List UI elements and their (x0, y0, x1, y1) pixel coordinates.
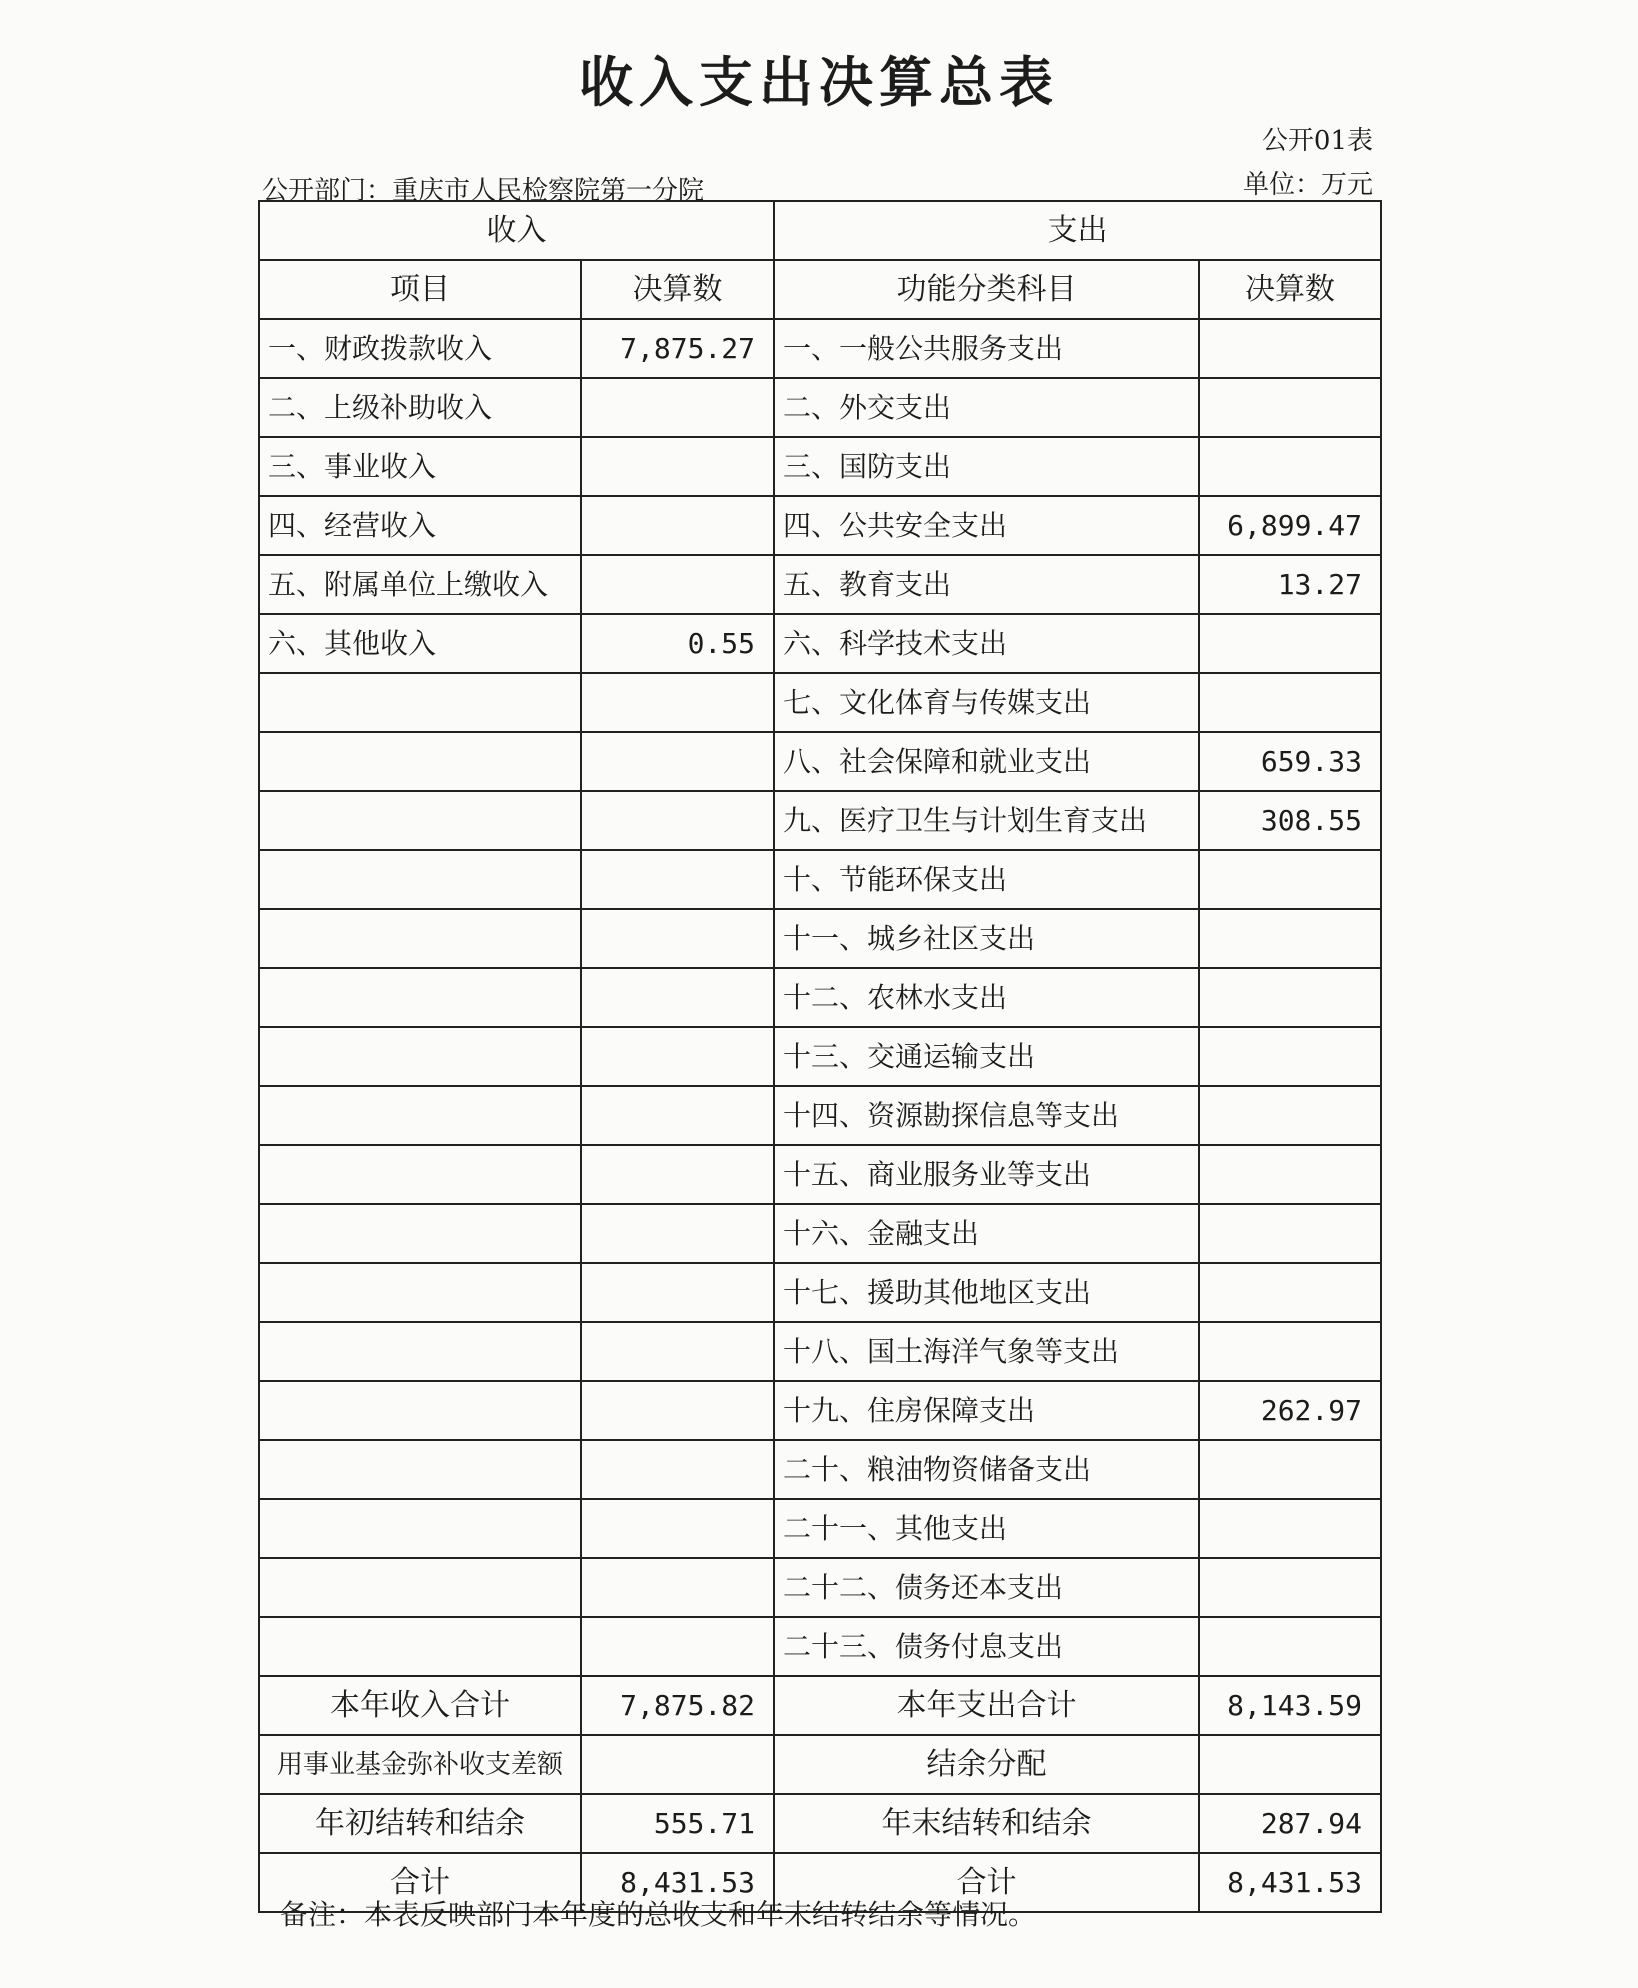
income-item-label (259, 1440, 581, 1499)
expense-item-value (1199, 1499, 1381, 1558)
budget-summary-table (258, 200, 1382, 1913)
summary-income-label: 年初结转和结余 (259, 1794, 581, 1853)
expense-item-value (1199, 1204, 1381, 1263)
expense-item-label: 十三、交通运输支出 (774, 1027, 1199, 1086)
expense-item-value (1199, 1617, 1381, 1676)
expense-item-label: 一、一般公共服务支出 (774, 319, 1199, 378)
table-row (259, 850, 1381, 909)
income-item-label (259, 1617, 581, 1676)
table-row (259, 673, 1381, 732)
income-item-value (581, 1322, 774, 1381)
income-item-label: 六、其他收入 (259, 614, 581, 673)
expense-item-value (1199, 1558, 1381, 1617)
table-row (259, 1145, 1381, 1204)
expense-item-value (1199, 1440, 1381, 1499)
summary-expense-label: 年末结转和结余 (774, 1794, 1199, 1853)
expense-item-label: 五、教育支出 (774, 555, 1199, 614)
table-row (259, 1499, 1381, 1558)
table-row (259, 555, 1381, 614)
header-row-section (259, 201, 1381, 260)
table-row (259, 1263, 1381, 1322)
expense-item-value (1199, 437, 1381, 496)
amount2-column-header: 决算数 (1199, 260, 1381, 319)
summary-income-label: 本年收入合计 (259, 1676, 581, 1735)
income-item-label (259, 1499, 581, 1558)
income-item-value (581, 968, 774, 1027)
income-item-label (259, 732, 581, 791)
income-item-value (581, 1086, 774, 1145)
income-item-value (581, 378, 774, 437)
expense-item-value (1199, 968, 1381, 1027)
expense-item-label: 十九、住房保障支出 (774, 1381, 1199, 1440)
expense-item-value: 308.55 (1199, 791, 1381, 850)
summary-expense-value: 8,431.53 (1199, 1853, 1381, 1912)
expense-item-label: 十六、金融支出 (774, 1204, 1199, 1263)
income-item-value (581, 437, 774, 496)
table-row (259, 1086, 1381, 1145)
expense-header: 支出 (774, 201, 1381, 260)
summary-expense-value (1199, 1735, 1381, 1794)
income-item-label (259, 1558, 581, 1617)
table-row (259, 732, 1381, 791)
income-item-value (581, 791, 774, 850)
expense-item-label: 六、科学技术支出 (774, 614, 1199, 673)
income-header: 收入 (259, 201, 774, 260)
income-item-label (259, 909, 581, 968)
income-item-value (581, 1499, 774, 1558)
expense-item-label: 七、文化体育与传媒支出 (774, 673, 1199, 732)
expense-item-label: 十一、城乡社区支出 (774, 909, 1199, 968)
income-item-value (581, 732, 774, 791)
summary-income-value: 555.71 (581, 1794, 774, 1853)
income-item-value (581, 673, 774, 732)
table-row (259, 378, 1381, 437)
summary-row (259, 1676, 1381, 1735)
expense-item-value (1199, 378, 1381, 437)
expense-item-value: 659.33 (1199, 732, 1381, 791)
expense-item-value: 262.97 (1199, 1381, 1381, 1440)
expense-item-value (1199, 1027, 1381, 1086)
income-item-value (581, 1145, 774, 1204)
summary-row (259, 1735, 1381, 1794)
expense-item-label: 十八、国土海洋气象等支出 (774, 1322, 1199, 1381)
expense-item-value (1199, 1145, 1381, 1204)
expense-item-label: 十七、援助其他地区支出 (774, 1263, 1199, 1322)
table-row (259, 1322, 1381, 1381)
income-item-label (259, 1322, 581, 1381)
summary-expense-label: 合计 (774, 1853, 1199, 1912)
income-item-label (259, 1086, 581, 1145)
unit-label: 单位：万元 (1242, 170, 1373, 200)
expense-item-label: 十五、商业服务业等支出 (774, 1145, 1199, 1204)
summary-income-label: 用事业基金弥补收支差额 (259, 1735, 581, 1794)
expense-item-value (1199, 1322, 1381, 1381)
item-column-header: 项目 (259, 260, 581, 319)
table-row (259, 319, 1381, 378)
income-item-label: 五、附属单位上缴收入 (259, 555, 581, 614)
table-row (259, 1027, 1381, 1086)
expense-item-value (1199, 850, 1381, 909)
summary-expense-label: 本年支出合计 (774, 1676, 1199, 1735)
summary-income-value: 8,431.53 (581, 1853, 774, 1912)
table-row (259, 1381, 1381, 1440)
income-item-value: 0.55 (581, 614, 774, 673)
summary-expense-value: 287.94 (1199, 1794, 1381, 1853)
income-item-value (581, 1263, 774, 1322)
income-item-label (259, 791, 581, 850)
summary-income-value (581, 1735, 774, 1794)
income-item-value (581, 1204, 774, 1263)
expense-item-value: 6,899.47 (1199, 496, 1381, 555)
summary-expense-value: 8,143.59 (1199, 1676, 1381, 1735)
expense-item-label: 十、节能环保支出 (774, 850, 1199, 909)
expense-item-label: 十二、农林水支出 (774, 968, 1199, 1027)
expense-item-label: 三、国防支出 (774, 437, 1199, 496)
income-item-label (259, 1263, 581, 1322)
table-row (259, 1617, 1381, 1676)
income-item-value (581, 1027, 774, 1086)
page-title: 收入支出决算总表 (579, 50, 1059, 114)
income-item-label: 三、事业收入 (259, 437, 581, 496)
expense-item-label: 四、公共安全支出 (774, 496, 1199, 555)
income-item-value (581, 1440, 774, 1499)
table-row (259, 496, 1381, 555)
summary-expense-label: 结余分配 (774, 1735, 1199, 1794)
income-item-value (581, 1381, 774, 1440)
income-item-label (259, 850, 581, 909)
income-item-label (259, 968, 581, 1027)
department-label: 公开部门：重庆市人民检察院第一分院 (262, 176, 705, 206)
table-row (259, 1558, 1381, 1617)
expense-item-label: 二十一、其他支出 (774, 1499, 1199, 1558)
income-item-value (581, 496, 774, 555)
income-item-value (581, 850, 774, 909)
table-row (259, 791, 1381, 850)
income-item-label: 一、财政拨款收入 (259, 319, 581, 378)
expense-item-label: 八、社会保障和就业支出 (774, 732, 1199, 791)
income-item-label (259, 673, 581, 732)
table-row (259, 437, 1381, 496)
expense-item-value (1199, 614, 1381, 673)
income-item-value: 7,875.27 (581, 319, 774, 378)
income-item-label (259, 1381, 581, 1440)
footnote: 备注：本表反映部门本年度的总收支和年末结转结余等情况。 (280, 1898, 1037, 1931)
expense-item-value (1199, 1086, 1381, 1145)
expense-item-value: 13.27 (1199, 555, 1381, 614)
table-row (259, 1204, 1381, 1263)
summary-row (259, 1794, 1381, 1853)
income-item-label: 二、上级补助收入 (259, 378, 581, 437)
income-item-label: 四、经营收入 (259, 496, 581, 555)
table-row (259, 614, 1381, 673)
expense-item-value (1199, 909, 1381, 968)
form-number: 公开01表 (1261, 126, 1373, 156)
expense-item-label: 二十三、债务付息支出 (774, 1617, 1199, 1676)
table-row (259, 1440, 1381, 1499)
expense-item-value (1199, 673, 1381, 732)
income-item-value (581, 909, 774, 968)
income-item-label (259, 1204, 581, 1263)
expense-item-label: 十四、资源勘探信息等支出 (774, 1086, 1199, 1145)
summary-income-label: 合计 (259, 1853, 581, 1912)
income-item-value (581, 1617, 774, 1676)
income-item-label (259, 1145, 581, 1204)
income-item-value (581, 1558, 774, 1617)
income-item-value (581, 555, 774, 614)
header-row-columns (259, 260, 1381, 319)
summary-income-value: 7,875.82 (581, 1676, 774, 1735)
table-row (259, 968, 1381, 1027)
expense-item-value (1199, 1263, 1381, 1322)
income-item-label (259, 1027, 581, 1086)
expense-item-label: 九、医疗卫生与计划生育支出 (774, 791, 1199, 850)
amount-column-header: 决算数 (581, 260, 774, 319)
expense-item-label: 二、外交支出 (774, 378, 1199, 437)
table-row (259, 909, 1381, 968)
expense-item-label: 二十二、债务还本支出 (774, 1558, 1199, 1617)
func-category-column-header: 功能分类科目 (774, 260, 1199, 319)
table-body (259, 319, 1381, 1912)
expense-item-label: 二十、粮油物资储备支出 (774, 1440, 1199, 1499)
expense-item-value (1199, 319, 1381, 378)
